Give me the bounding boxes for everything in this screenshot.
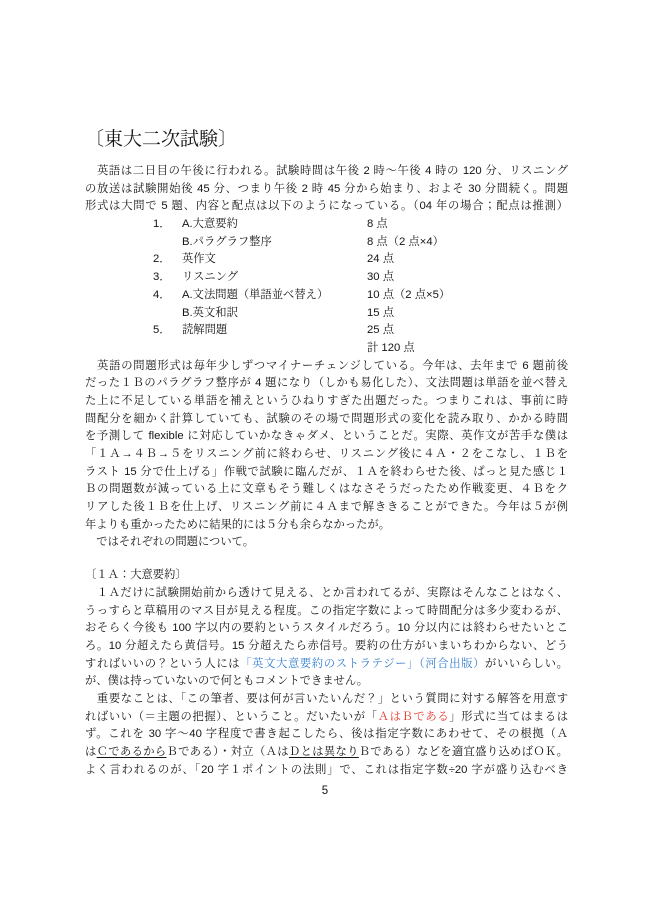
score-item-label: B.英文和訳 bbox=[182, 306, 238, 319]
score-item-points: 8 点（2 点×4） bbox=[367, 235, 444, 248]
page-number: 5 bbox=[321, 785, 329, 797]
text-line bbox=[85, 393, 568, 411]
text-line bbox=[85, 762, 568, 780]
text-line bbox=[85, 534, 568, 552]
score-item-number bbox=[153, 234, 182, 252]
text-segment: Ｂである）などを適宜盛り込めばＯＫ。 bbox=[358, 746, 568, 758]
text-line bbox=[85, 446, 568, 464]
score-item-number: 1． bbox=[153, 218, 171, 231]
text-segment: リアした後１Ｂを仕上げ、リスニング前に４Ａまで解ききることができた。今年は５が例 bbox=[85, 501, 568, 514]
score-item-label: A.大意要約 bbox=[182, 218, 238, 231]
score-item-label: A.文法問題（単語並べ替え） bbox=[182, 288, 329, 301]
text-line bbox=[85, 620, 568, 638]
score-item-points: 24 点 bbox=[367, 253, 395, 266]
text-line bbox=[85, 375, 568, 393]
score-item-label: 英作文 bbox=[182, 253, 216, 266]
text-segment: は bbox=[85, 746, 97, 758]
text-segment: 英語の問題形式は毎年少しずつマイナーチェンジしている。今年は、去年まで 6 題前後 bbox=[85, 359, 568, 372]
score-item-number: 5． bbox=[153, 324, 171, 337]
score-row bbox=[153, 287, 568, 305]
text-line bbox=[85, 181, 568, 199]
text-segment: よく言われるのが、「20 字１ポイントの法則」で、これは指定字数÷20 字が盛り込むべき bbox=[85, 763, 568, 776]
text-segment: うっすらと草稿用のマス目が見える程度。この指定字数によって時間配分は多少変わるが、 bbox=[85, 604, 568, 617]
text-segment: １Ａだけに試験開始前から透けて見える、とか言われてるが、実際はそんなことはなく、 bbox=[85, 586, 568, 599]
text-line bbox=[85, 744, 568, 762]
score-row bbox=[153, 305, 568, 323]
score-item-number: 2． bbox=[153, 253, 171, 266]
text-segment: 間配分を細かく計算していても、試験のその場で問題形式の変化を読み取り、かかる時間 bbox=[85, 412, 568, 425]
score-item-number bbox=[153, 305, 182, 323]
text-line bbox=[85, 656, 568, 674]
text-segment: だった１Ｂのパラグラフ整序が 4 題になり（しかも易化した）、文法問題は単語を並べ替え bbox=[85, 377, 568, 390]
score-item-number: 4． bbox=[153, 288, 171, 301]
text-segment: ではそれぞれの問題について。 bbox=[85, 536, 255, 549]
score-item-label: B.パラグラフ整序 bbox=[182, 235, 272, 248]
score-row bbox=[153, 234, 568, 252]
text-line bbox=[85, 517, 568, 535]
text-line bbox=[85, 481, 568, 499]
score-item-points: 10 点（2 点×5） bbox=[367, 288, 451, 301]
document-blocks bbox=[85, 163, 568, 779]
text-segment: 」形式に当てはまるは bbox=[449, 710, 568, 723]
score-row bbox=[153, 251, 568, 269]
text-line bbox=[85, 411, 568, 429]
text-segment: ラスト 15 分で仕上げる」作戦で試験に臨んだが、１Ａを終わらせた後、ぱっと見た感じ１ bbox=[85, 465, 568, 478]
text-line bbox=[85, 428, 568, 446]
text-segment: おそらく今後も 100 字以内の要約というスタイルだろう。10 分以内には終わらせたいとこ bbox=[85, 622, 568, 635]
text-segment: が、僕は持っていないので何ともコメントできません。 bbox=[85, 675, 369, 688]
emphasis-red-text: ＡはＢである bbox=[377, 710, 450, 723]
document-title: 〔東大二次試験〕 bbox=[85, 129, 238, 150]
text-line bbox=[85, 499, 568, 517]
text-segment: がいいらしい。 bbox=[485, 657, 568, 670]
section-heading: 〔１Ａ：大意要約〕 bbox=[85, 569, 187, 582]
score-item-label: 読解問題 bbox=[182, 324, 228, 337]
spacer bbox=[85, 552, 568, 567]
text-line bbox=[85, 691, 568, 709]
text-segment: た上に不足している単語を補えというひねりすぎた出題だった。つまりこれは、事前に時 bbox=[85, 394, 568, 407]
score-row bbox=[153, 322, 568, 340]
score-row bbox=[153, 216, 568, 234]
text-segment: 重要なことは、「この筆者、要は何が言いたいんだ？」という質問に対する解答を用意す bbox=[85, 692, 568, 705]
score-item-points: 計 120 点 bbox=[367, 341, 415, 354]
score-item-points: 15 点 bbox=[367, 306, 395, 319]
underlined-text: Ｄとは異なり bbox=[288, 746, 359, 758]
text-segment: 英語は二日目の午後に行われる。試験時間は午後 2 時～午後 4 時の 120 分、リスニング bbox=[85, 165, 568, 177]
document-content bbox=[85, 128, 568, 779]
text-line bbox=[85, 709, 568, 727]
text-segment: 形式は大問で 5 題、内容と配点は以下のようになっている。（04 年の場合；配点は推測） bbox=[85, 200, 568, 213]
text-line bbox=[85, 726, 568, 744]
score-item-label bbox=[182, 340, 367, 358]
text-line bbox=[85, 603, 568, 621]
score-row bbox=[153, 340, 568, 358]
text-line bbox=[85, 198, 568, 216]
text-line bbox=[85, 638, 568, 656]
score-item-points: 30 点 bbox=[367, 271, 395, 284]
text-segment: Ｂの問題数が減っている上に文章もそう難しくはなさそうだったため作戦変更、４Ｂをク bbox=[85, 483, 568, 496]
score-item-number: 3． bbox=[153, 271, 171, 284]
score-item-number bbox=[153, 340, 182, 358]
text-line bbox=[85, 673, 568, 691]
text-line bbox=[85, 163, 568, 181]
text-line bbox=[85, 585, 568, 603]
text-line bbox=[85, 464, 568, 482]
text-segment: ればいい（＝主題の把握）、ということ。だいたいが「 bbox=[85, 710, 378, 723]
text-segment: ず。これを 30 字～40 字程度で書き起こしたら、後は指定字数にあわせて、その根拠（Ａ bbox=[85, 728, 568, 741]
text-segment: すればいいの？という人には bbox=[85, 657, 241, 670]
text-segment: 「１Ａ→４Ｂ→５をリスニング前に終わらせ、リスニング後に４Ａ・２をこなし、１Ｂを bbox=[85, 448, 568, 460]
text-segment: ろ。10 分超えたら黄信号。15 分超えたら赤信号。要約の仕方がいまいちわからない、どう bbox=[85, 639, 568, 652]
text-segment: Ｂである）・対立（Ａは bbox=[166, 746, 289, 758]
book-title-link[interactable]: 「英文大意要約のストラテジー」（河合出版） bbox=[240, 657, 486, 670]
underlined-text: Ｃであるから bbox=[96, 746, 167, 758]
score-item-points: 8 点 bbox=[367, 218, 388, 231]
score-row bbox=[153, 269, 568, 287]
text-segment: を予測して flexible に対応していかなきゃダメ、ということだ。実際、英作文が苦手な僕は bbox=[85, 430, 568, 443]
text-segment: の放送は試験開始後 45 分、つまり午後 2 時 45 分から始まり、およそ 30 分間続く。問題 bbox=[85, 182, 568, 195]
score-item-label: リスニング bbox=[182, 271, 239, 284]
text-segment: 年よりも重かったために結果的には５分も余らなかったが。 bbox=[85, 518, 391, 531]
text-line bbox=[85, 358, 568, 376]
score-item-points: 25 点 bbox=[367, 324, 395, 337]
